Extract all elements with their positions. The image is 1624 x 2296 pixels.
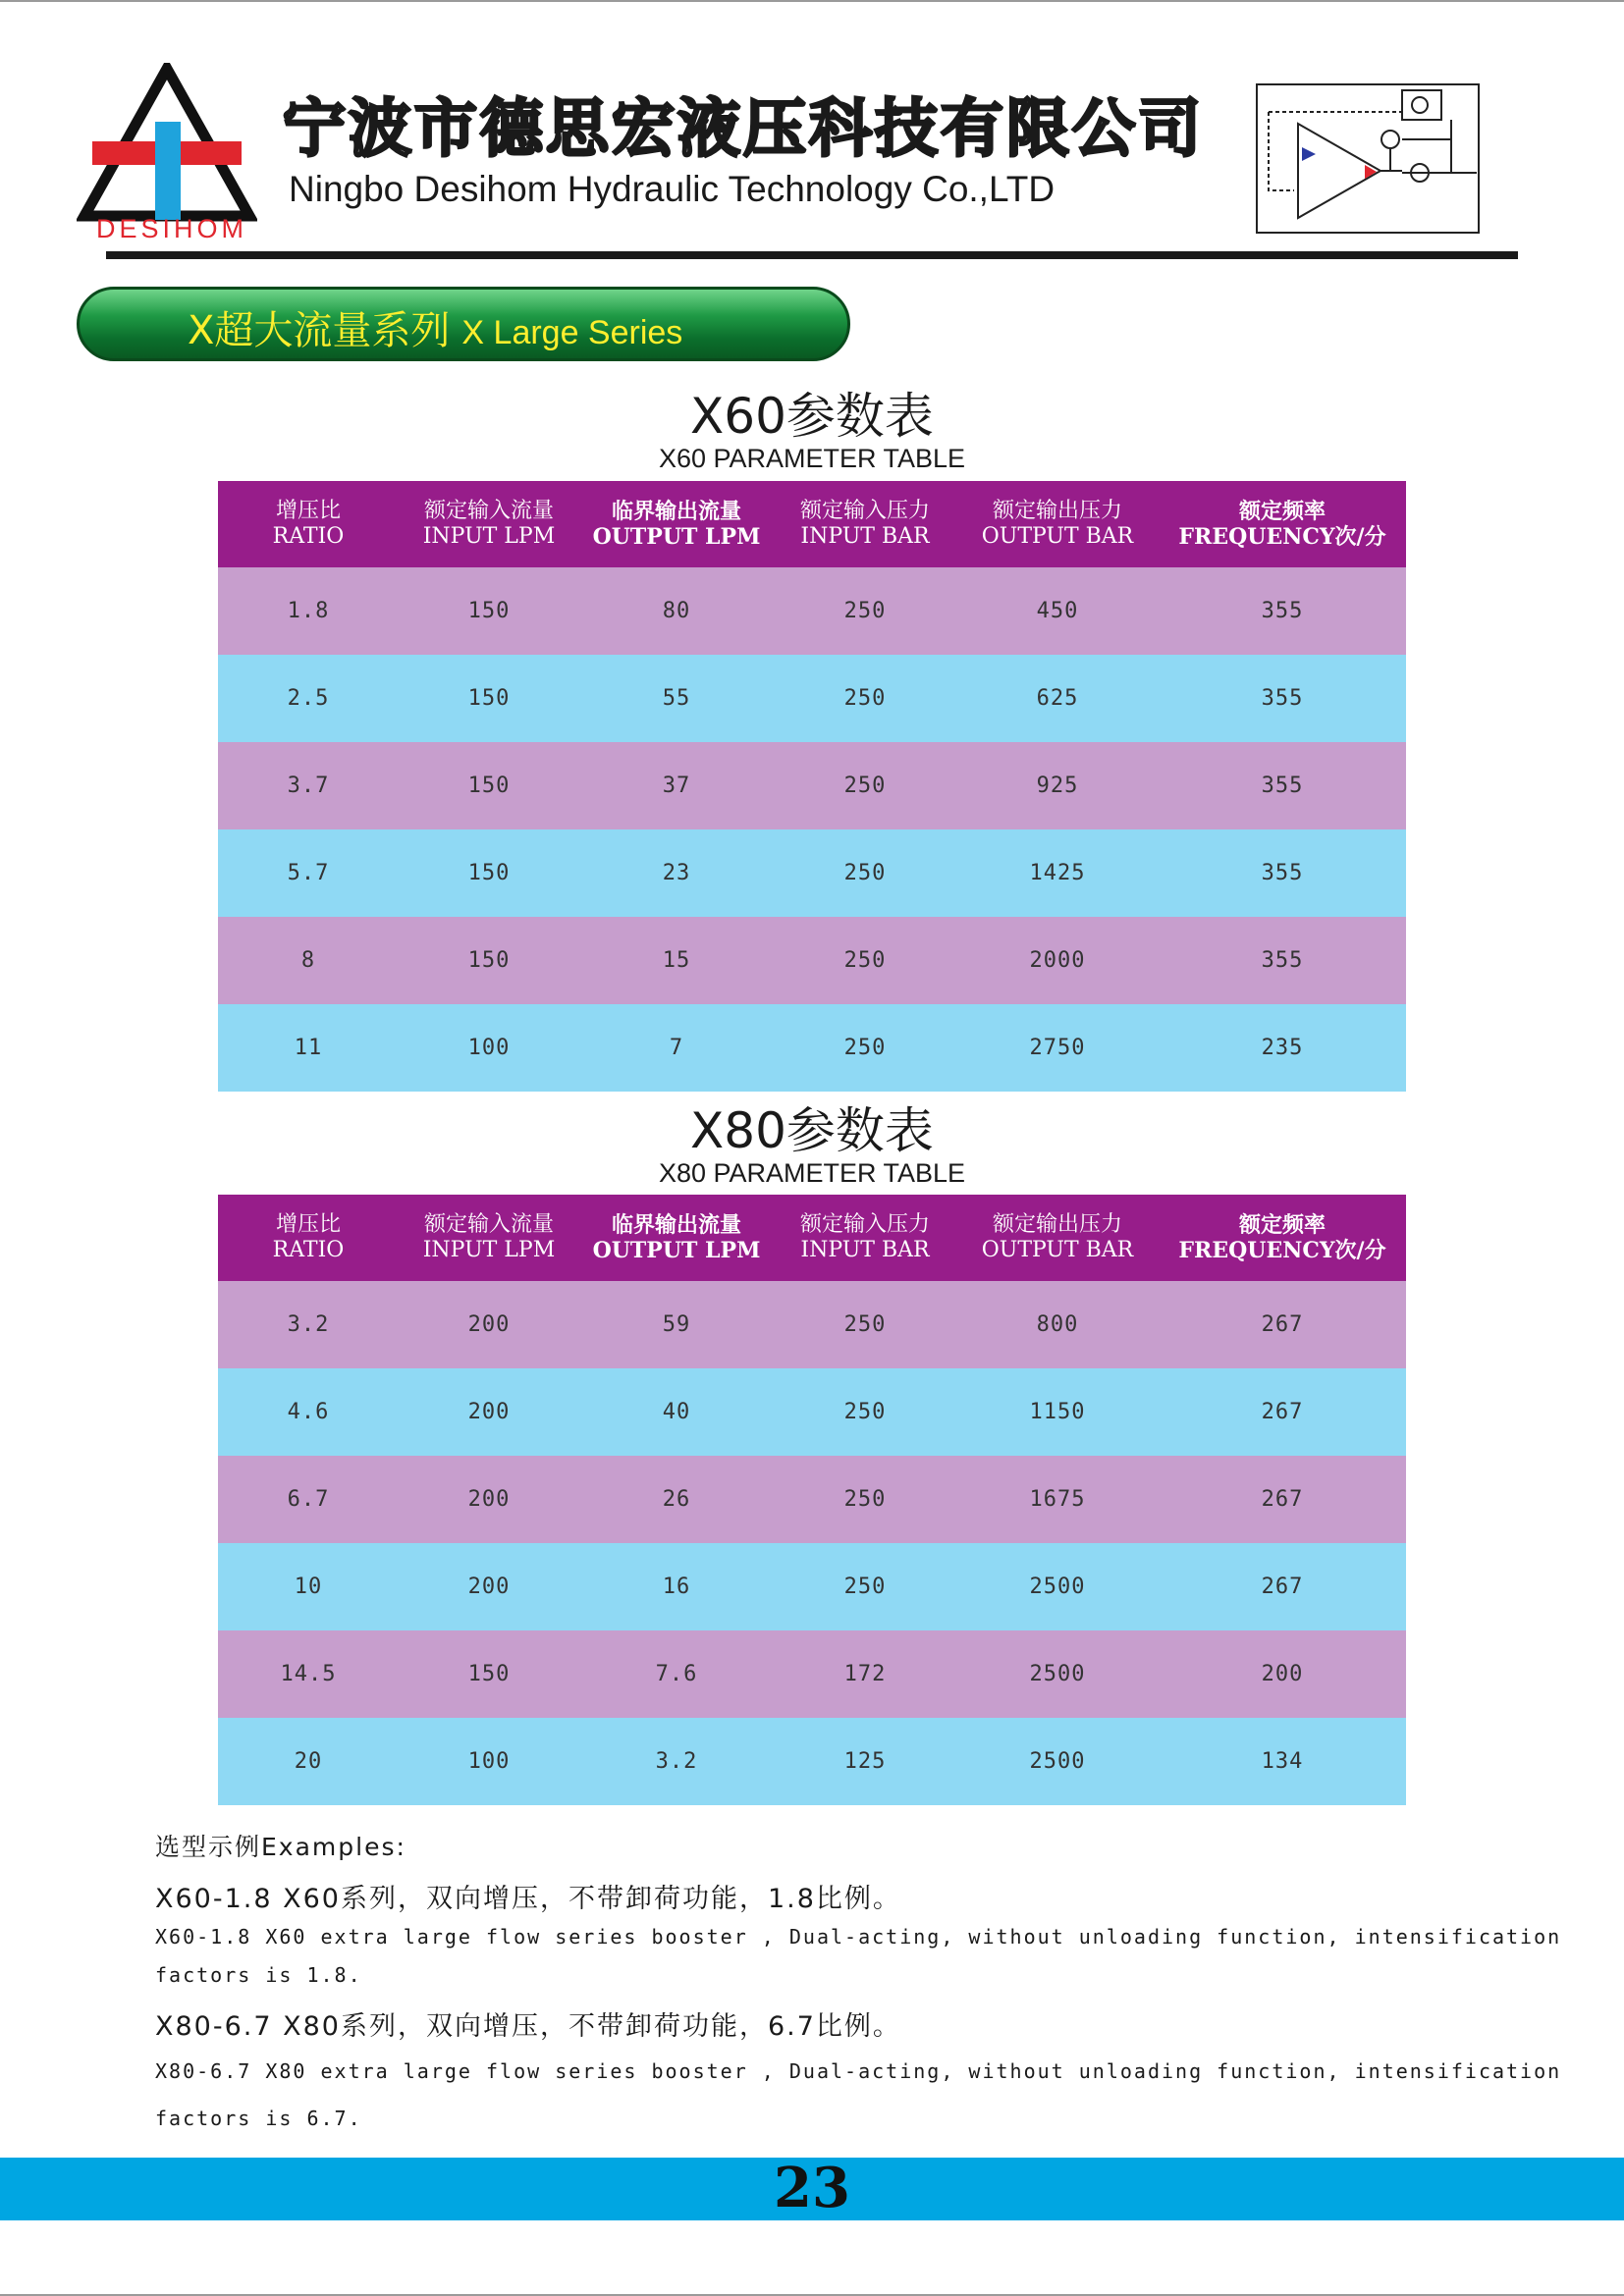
hydraulic-symbol-icon bbox=[1255, 82, 1481, 235]
table-cell: 134 bbox=[1261, 1749, 1304, 1774]
table-cell: 250 bbox=[843, 686, 887, 711]
table-row bbox=[218, 1281, 1406, 1368]
example-x60-en-cont: factors is 1.8. bbox=[155, 1963, 362, 1987]
table-cell: 250 bbox=[843, 861, 887, 885]
header-label: 额定输出压力 bbox=[992, 499, 1122, 523]
table-cell: 250 bbox=[843, 1575, 887, 1599]
header-label: 额定频率 bbox=[1238, 1212, 1326, 1238]
table-cell: 355 bbox=[1261, 861, 1304, 885]
table-cell: 37 bbox=[662, 774, 691, 798]
table-cell: 200 bbox=[467, 1312, 511, 1337]
table-cell: 2500 bbox=[1029, 1575, 1086, 1599]
table-cell: 100 bbox=[467, 1036, 511, 1060]
table-cell: 150 bbox=[467, 686, 511, 711]
table-row bbox=[218, 1456, 1406, 1543]
table-cell: 11 bbox=[294, 1036, 323, 1060]
table-row bbox=[218, 567, 1406, 655]
header-label: FREQUENCY次/分 bbox=[1178, 524, 1386, 550]
header-label: OUTPUT BAR bbox=[981, 524, 1134, 549]
table-cell: 26 bbox=[662, 1487, 691, 1512]
x60-parameter-table bbox=[218, 481, 1406, 1092]
table-cell: 200 bbox=[467, 1400, 511, 1424]
header-label: INPUT BAR bbox=[800, 524, 930, 549]
table-cell: 1150 bbox=[1029, 1400, 1086, 1424]
table-cell: 15 bbox=[662, 948, 691, 973]
col-ratio-header bbox=[218, 481, 399, 567]
table-cell: 200 bbox=[1261, 1662, 1304, 1686]
table-cell: 235 bbox=[1261, 1036, 1304, 1060]
table-cell: 150 bbox=[467, 774, 511, 798]
table-cell: 20 bbox=[294, 1749, 323, 1774]
table-cell: 2750 bbox=[1029, 1036, 1086, 1060]
table-cell: 267 bbox=[1261, 1400, 1304, 1424]
header-label: 额定输入压力 bbox=[799, 499, 930, 523]
table-cell: 267 bbox=[1261, 1487, 1304, 1512]
col-frequency-header bbox=[1159, 481, 1406, 567]
header-label: 增压比 bbox=[275, 499, 341, 523]
table-cell: 100 bbox=[467, 1749, 511, 1774]
col-output-lpm-header bbox=[579, 1195, 774, 1281]
header-label: 临界输出流量 bbox=[611, 499, 741, 524]
table-cell: 267 bbox=[1261, 1312, 1304, 1337]
table-cell: 267 bbox=[1261, 1575, 1304, 1599]
header-label: OUTPUT LPM bbox=[592, 524, 761, 550]
logo-text: DESIHOM bbox=[96, 214, 248, 243]
header-label: 额定输入压力 bbox=[799, 1212, 930, 1237]
header-label: OUTPUT LPM bbox=[592, 1238, 761, 1263]
table-row bbox=[218, 1718, 1406, 1805]
company-name-en: Ningbo Desihom Hydraulic Technology Co.,LTD bbox=[289, 169, 1056, 209]
header-label: RATIO bbox=[272, 1238, 345, 1262]
table-cell: 7 bbox=[669, 1036, 684, 1060]
table-row bbox=[218, 1543, 1406, 1630]
header-label: 额定输出压力 bbox=[992, 1212, 1122, 1237]
table-row bbox=[218, 829, 1406, 917]
examples-title: 选型示例Examples: bbox=[155, 1833, 406, 1861]
table-cell: 250 bbox=[843, 1400, 887, 1424]
table-cell: 59 bbox=[662, 1312, 691, 1337]
example-x80-cn: X80-6.7 X80系列，双向增压，不带卸荷功能，6.7比例。 bbox=[155, 2011, 901, 2042]
table-cell: 80 bbox=[662, 599, 691, 623]
col-output-bar-header bbox=[956, 1195, 1159, 1281]
table-cell: 2500 bbox=[1029, 1662, 1086, 1686]
table-cell: 2500 bbox=[1029, 1749, 1086, 1774]
table-cell: 40 bbox=[662, 1400, 691, 1424]
table-cell: 355 bbox=[1261, 599, 1304, 623]
table-cell: 10 bbox=[294, 1575, 323, 1599]
table-row bbox=[218, 1630, 1406, 1718]
page-number: 23 bbox=[774, 2156, 850, 2220]
table-header-row bbox=[218, 481, 1406, 567]
col-output-lpm-header bbox=[579, 481, 774, 567]
example-x80-en: X80-6.7 X80 extra large flow series booster , Dual-acting, without unloading function, intensification bbox=[155, 2059, 1562, 2083]
table-cell: 14.5 bbox=[280, 1662, 337, 1686]
table-cell: 1425 bbox=[1029, 861, 1086, 885]
table-cell: 925 bbox=[1036, 774, 1079, 798]
table-cell: 150 bbox=[467, 1662, 511, 1686]
header-label: RATIO bbox=[272, 524, 345, 549]
series-banner-en: X Large Series bbox=[461, 314, 683, 351]
table-header-row bbox=[218, 1195, 1406, 1281]
col-frequency-header bbox=[1159, 1195, 1406, 1281]
table-cell: 2000 bbox=[1029, 948, 1086, 973]
table-cell: 200 bbox=[467, 1575, 511, 1599]
header-label: INPUT LPM bbox=[422, 524, 556, 549]
table-cell: 355 bbox=[1261, 948, 1304, 973]
header-label: INPUT BAR bbox=[800, 1238, 930, 1262]
table-row bbox=[218, 655, 1406, 742]
table-cell: 4.6 bbox=[287, 1400, 330, 1424]
x60-title-en: X60 PARAMETER TABLE bbox=[658, 444, 966, 473]
table-cell: 250 bbox=[843, 599, 887, 623]
x80-table-title bbox=[0, 1103, 1624, 1188]
header-label: 增压比 bbox=[275, 1212, 341, 1237]
table-cell: 250 bbox=[843, 1036, 887, 1060]
header-label: OUTPUT BAR bbox=[981, 1238, 1134, 1262]
table-cell: 5.7 bbox=[287, 861, 330, 885]
table-cell: 3.7 bbox=[287, 774, 330, 798]
x80-parameter-table bbox=[218, 1195, 1406, 1805]
header-label: 额定输入流量 bbox=[423, 499, 554, 523]
series-banner-cn: X超大流量系列 bbox=[188, 308, 451, 353]
table-row bbox=[218, 1368, 1406, 1456]
header-label: FREQUENCY次/分 bbox=[1178, 1238, 1386, 1263]
table-cell: 355 bbox=[1261, 774, 1304, 798]
x60-title-cn: X60参数表 bbox=[690, 388, 934, 445]
header-label: 额定输入流量 bbox=[423, 1212, 554, 1237]
col-ratio-header bbox=[218, 1195, 399, 1281]
table-cell: 172 bbox=[843, 1662, 887, 1686]
table-cell: 200 bbox=[467, 1487, 511, 1512]
page-top-border bbox=[0, 0, 1624, 2]
table-cell: 2.5 bbox=[287, 686, 330, 711]
col-input-lpm-header bbox=[399, 481, 579, 567]
header-label: 额定频率 bbox=[1238, 499, 1326, 524]
table-cell: 3.2 bbox=[287, 1312, 330, 1337]
table-cell: 125 bbox=[843, 1749, 887, 1774]
header-label: INPUT LPM bbox=[422, 1238, 556, 1262]
table-cell: 23 bbox=[662, 861, 691, 885]
company-name-cn: 宁波市德思宏液压科技有限公司 bbox=[283, 93, 1204, 166]
x60-table-title bbox=[0, 389, 1624, 473]
table-cell: 8 bbox=[300, 948, 316, 973]
col-input-bar-header bbox=[774, 481, 956, 567]
example-x80-en-cont: factors is 6.7. bbox=[155, 2107, 362, 2130]
table-cell: 250 bbox=[843, 948, 887, 973]
table-cell: 55 bbox=[662, 686, 691, 711]
table-cell: 7.6 bbox=[655, 1662, 698, 1686]
header-divider bbox=[106, 251, 1518, 259]
table-cell: 1675 bbox=[1029, 1487, 1086, 1512]
table-cell: 250 bbox=[843, 1487, 887, 1512]
table-cell: 6.7 bbox=[287, 1487, 330, 1512]
x80-title-cn: X80参数表 bbox=[690, 1102, 934, 1159]
table-cell: 3.2 bbox=[655, 1749, 698, 1774]
table-row bbox=[218, 1004, 1406, 1092]
table-cell: 16 bbox=[662, 1575, 691, 1599]
table-row bbox=[218, 742, 1406, 829]
table-cell: 450 bbox=[1036, 599, 1079, 623]
table-cell: 355 bbox=[1261, 686, 1304, 711]
header-label: 临界输出流量 bbox=[611, 1212, 741, 1238]
table-cell: 250 bbox=[843, 774, 887, 798]
example-x60-en: X60-1.8 X60 extra large flow series booster , Dual-acting, without unloading function, intensification bbox=[155, 1925, 1562, 1949]
table-cell: 150 bbox=[467, 861, 511, 885]
table-row bbox=[218, 917, 1406, 1004]
table-cell: 625 bbox=[1036, 686, 1079, 711]
series-banner bbox=[77, 287, 850, 361]
table-cell: 1.8 bbox=[287, 599, 330, 623]
table-cell: 250 bbox=[843, 1312, 887, 1337]
table-cell: 150 bbox=[467, 948, 511, 973]
table-cell: 150 bbox=[467, 599, 511, 623]
col-output-bar-header bbox=[956, 481, 1159, 567]
example-x60-cn: X60-1.8 X60系列，双向增压，不带卸荷功能，1.8比例。 bbox=[155, 1884, 901, 1914]
x80-title-en: X80 PARAMETER TABLE bbox=[658, 1158, 966, 1188]
col-input-lpm-header bbox=[399, 1195, 579, 1281]
table-cell: 800 bbox=[1036, 1312, 1079, 1337]
col-input-bar-header bbox=[774, 1195, 956, 1281]
